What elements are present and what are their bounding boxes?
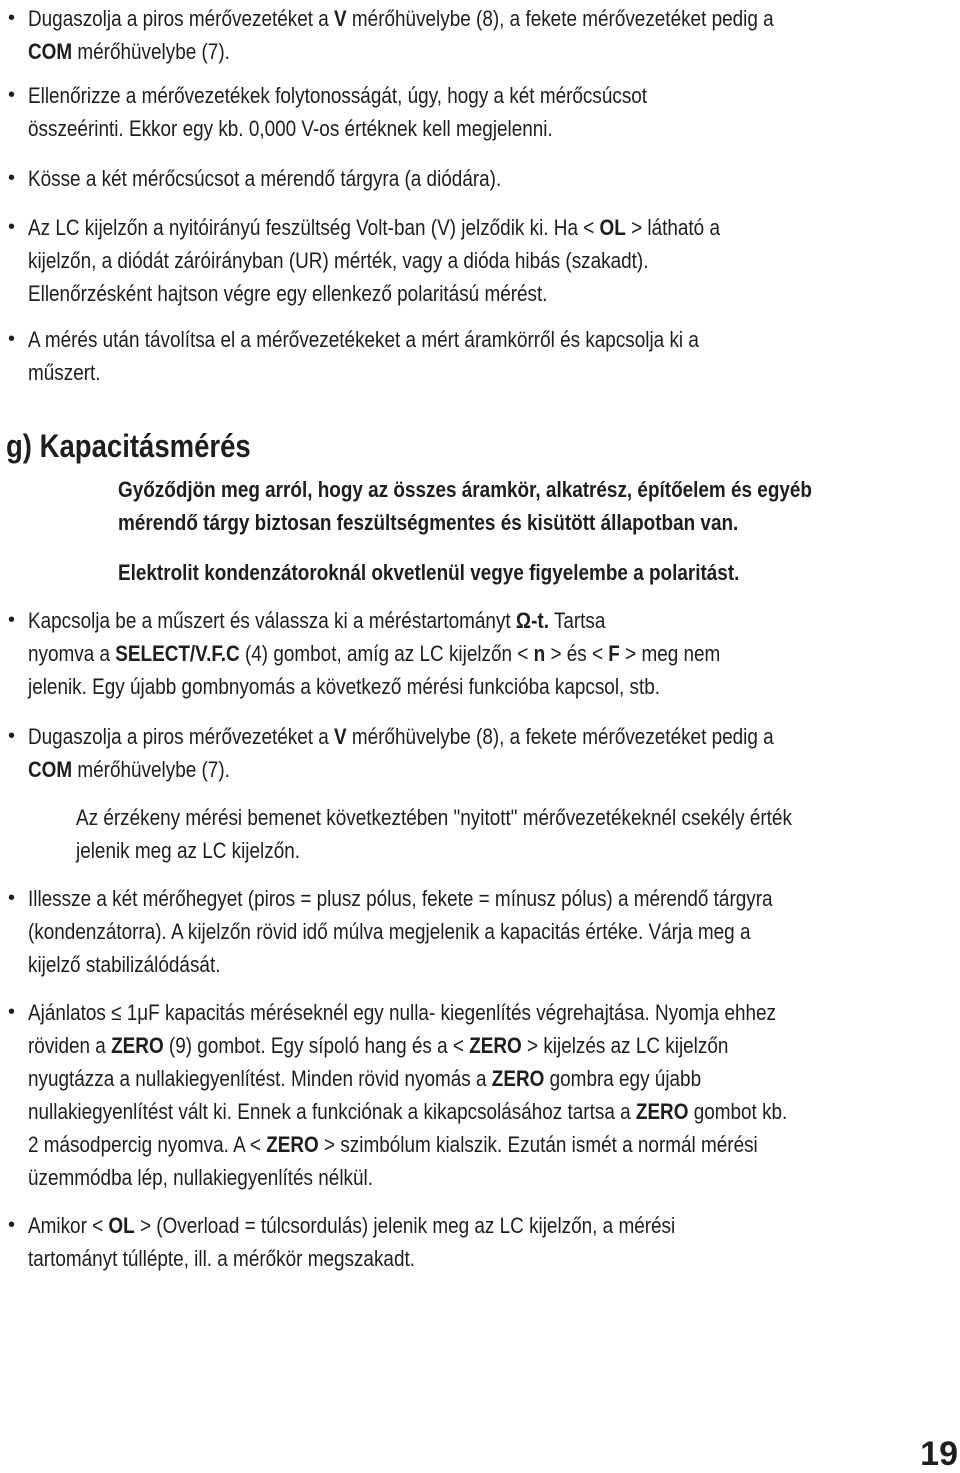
text-line <box>28 604 960 637</box>
text-run: kijelző stabilizálódását. <box>28 952 221 977</box>
text-line <box>28 996 960 1029</box>
bold-term: ZERO <box>111 1033 164 1058</box>
text-line <box>28 356 960 389</box>
text-run: Ellenőrizze a mérővezetékek folytonosságát, úgy, hogy a két mérőcsúcsot <box>28 83 648 108</box>
text-line <box>28 753 960 786</box>
list-item <box>28 996 960 1194</box>
bullet-icon: • <box>8 167 16 189</box>
text-run: jelenik. Egy újabb gombnyomás a következő mérési funkcióba kapcsol, stb. <box>28 674 661 699</box>
warning-text <box>118 473 960 539</box>
text-run: > kijelzés az LC kijelzőn <box>521 1033 729 1058</box>
list-item <box>28 162 960 195</box>
note-text <box>76 801 960 867</box>
text-run: > és < <box>545 641 609 666</box>
text-run: nyugtázza a nullakiegyenlítést. Minden rövid nyomás a <box>28 1066 492 1091</box>
text-run: > (Overload = túlcsordulás) jelenik meg az LC kijelzőn, a mérési <box>134 1213 676 1238</box>
text-line <box>28 211 960 244</box>
text-run: > látható a <box>625 215 720 240</box>
text-line <box>28 1161 960 1194</box>
text-run: mérőhüvelybe (7). <box>72 39 230 64</box>
text-line <box>28 1242 960 1275</box>
text-run: mérőhüvelybe (8), a fekete mérővezetéket pedig a <box>346 6 774 31</box>
text-line <box>28 244 960 277</box>
bold-term: COM <box>28 39 73 64</box>
text-run: (4) gombot, amíg az LC kijelzőn < <box>239 641 534 666</box>
bold-term: COM <box>28 757 73 782</box>
bullet-icon: • <box>8 1214 16 1236</box>
bold-term: SELECT/V.F.C <box>115 641 240 666</box>
text-run: Dugaszolja a piros mérővezetéket a <box>28 6 335 31</box>
text-run: A mérés után távolítsa el a mérővezetékeket a mért áramkörről és kapcsolja ki a <box>28 327 699 352</box>
warning-line: Győződjön meg arról, hogy az összes áramkör, alkatrész, építőelem és egyéb <box>118 477 812 502</box>
list-item <box>28 323 960 389</box>
section-heading <box>6 426 291 466</box>
text-line <box>28 1209 960 1242</box>
text-line <box>28 323 960 356</box>
bold-term: V <box>334 6 347 31</box>
bold-term: ZERO <box>266 1132 319 1157</box>
text-run: > meg nem <box>619 641 721 666</box>
text-run: tartományt túllépte, ill. a mérőkör megszakadt. <box>28 1246 415 1271</box>
text-line <box>28 637 960 670</box>
text-run: Ajánlatos ≤ 1μF kapacitás méréseknél egy nulla- kiegenlítés végrehajtása. Nyomja ehhez <box>28 1000 776 1025</box>
page-number: 19 <box>920 1435 958 1473</box>
list-item <box>28 211 960 310</box>
text-line <box>28 112 960 145</box>
text-run: Illessze a két mérőhegyet (piros = plusz pólus, fekete = mínusz pólus) a mérendő tárgyra <box>28 886 773 911</box>
text-line <box>28 162 960 195</box>
text-run: kijelzőn, a diódát záróirányban (UR) mérték, vagy a dióda hibás (szakadt). <box>28 248 649 273</box>
text-run: Dugaszolja a piros mérővezetéket a <box>28 724 335 749</box>
text-run: mérőhüvelybe (7). <box>72 757 230 782</box>
bold-term: V <box>334 724 347 749</box>
text-run: Kapcsolja be a műszert és válassza ki a méréstartományt <box>28 608 516 633</box>
polarity-warning-text: Elektrolit kondenzátoroknál okvetlenül vegye figyelembe a polaritást. <box>118 560 740 585</box>
text-line <box>28 720 960 753</box>
text-line <box>28 1128 960 1161</box>
text-run: Kösse a két mérőcsúcsot a mérendő tárgyra (a diódára). <box>28 166 502 191</box>
text-line <box>28 79 960 112</box>
list-item <box>28 2 960 68</box>
bold-term: Ω-t. <box>515 608 549 633</box>
bullet-icon: • <box>8 1001 16 1023</box>
bullet-icon: • <box>8 328 16 350</box>
bold-term: ZERO <box>491 1066 545 1091</box>
list-item <box>28 1209 960 1275</box>
bullet-icon: • <box>8 725 16 747</box>
text-run: Az LC kijelzőn a nyitóirányú feszültség Volt-ban (V) jelződik ki. Ha < <box>28 215 600 240</box>
bold-term: OL <box>599 215 626 240</box>
text-line <box>28 915 960 948</box>
text-run: nullakiegyenlítést vált ki. Ennek a funkciónak a kikapcsolásához tartsa a <box>28 1099 636 1124</box>
bullet-icon: • <box>8 84 16 106</box>
text-line <box>28 948 960 981</box>
text-run: mérőhüvelybe (8), a fekete mérővezetéket pedig a <box>346 724 774 749</box>
bold-term: ZERO <box>635 1099 689 1124</box>
list-item <box>28 882 960 981</box>
text-run: Tartsa <box>548 608 606 633</box>
text-run: műszert. <box>28 360 101 385</box>
polarity-warning <box>118 556 960 589</box>
text-line <box>28 277 960 310</box>
text-run: (kondenzátorra). A kijelzőn rövid idő múlva megjelenik a kapacitás értéke. Várja meg a <box>28 919 751 944</box>
text-run: (9) gombot. Egy sípoló hang és a < <box>163 1033 470 1058</box>
bullet-icon: • <box>8 887 16 909</box>
text-run: > szimbólum kialszik. Ezután ismét a normál mérési <box>318 1132 758 1157</box>
text-line <box>28 1062 960 1095</box>
text-line <box>28 1095 960 1128</box>
note-line: jelenik meg az LC kijelzőn. <box>76 838 301 863</box>
section-heading-text: g) Kapacitásmérés <box>6 428 251 464</box>
text-line <box>28 2 960 35</box>
text-line <box>28 670 960 703</box>
bold-term: F <box>608 641 620 666</box>
list-item <box>28 79 960 145</box>
text-run: 2 másodpercig nyomva. A < <box>28 1132 267 1157</box>
text-run: nyomva a <box>28 641 116 666</box>
text-run: gombra egy újabb <box>544 1066 702 1091</box>
list-item <box>28 604 960 703</box>
text-run: üzemmódba lép, nullakiegyenlítés nélkül. <box>28 1165 373 1190</box>
text-run: röviden a <box>28 1033 112 1058</box>
note-line: Az érzékeny mérési bemenet következtében "nyitott" mérővezetékeknél csekély érték <box>76 805 792 830</box>
text-run: gombot kb. <box>688 1099 788 1124</box>
bullet-icon: • <box>8 7 16 29</box>
list-item <box>28 720 960 786</box>
text-line <box>28 35 960 68</box>
bold-term: OL <box>108 1213 135 1238</box>
text-run: összeérinti. Ekkor egy kb. 0,000 V-os értéknek kell megjelenni. <box>28 116 553 141</box>
text-line <box>28 882 960 915</box>
bold-term: ZERO <box>469 1033 522 1058</box>
text-line <box>28 1029 960 1062</box>
bullet-icon: • <box>8 216 16 238</box>
bold-term: n <box>533 641 546 666</box>
text-run: Ellenőrzésként hajtson végre egy ellenkező polaritású mérést. <box>28 281 548 306</box>
warning-line: mérendő tárgy biztosan feszültségmentes és kisütött állapotban van. <box>118 510 739 535</box>
text-run: Amikor < <box>28 1213 109 1238</box>
bullet-icon: • <box>8 609 16 631</box>
